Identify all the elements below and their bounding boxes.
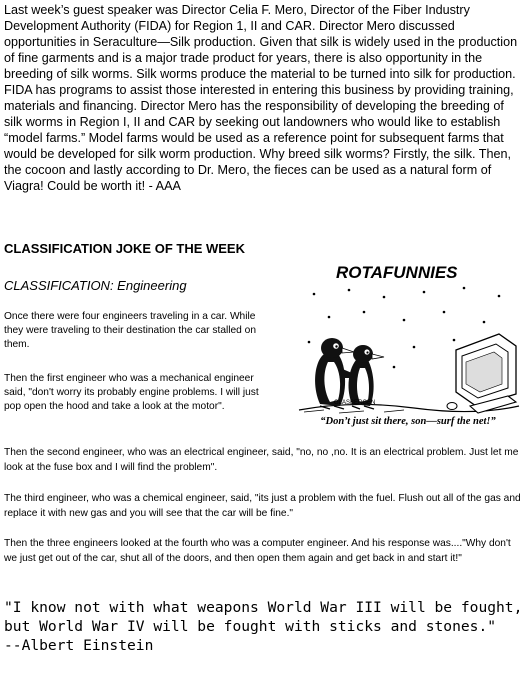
joke-paragraph: Once there were four engineers traveling in a car. While they were traveling to their destination the car stalled on them. <box>4 311 257 350</box>
cartoon-title: ROTAFUNNIES <box>336 263 458 282</box>
joke-paragraph: Then the second engineer, who was an electrical engineer, said, "no, no ,no. It is an electrical problem. Just let me look at the fuse box and I will find the problem". <box>4 447 519 473</box>
computer-monitor-icon <box>447 334 516 413</box>
penguin-computer-cartoon <box>294 282 524 432</box>
joke-paragraph: The third engineer, who was a chemical engineer, said, "its just a problem with the fuel. Flush out all of the gas and replace it with new gas and you will see that the car will be fine." <box>4 493 521 519</box>
joke-paragraph: Then the three engineers looked at the fourth who was a computer engineer. And his response was...."Why don't we just get out of the car, shut all of the doors, and then open them again and get back in and start it!" <box>4 538 511 564</box>
joke-classification: CLASSIFICATION: Engineering <box>4 278 187 293</box>
joke-paragraph: Then the first engineer who was a mechanical engineer said, "don't worry its probably engine problems. I will just pop open the hood and take a look at the motor". <box>4 373 259 412</box>
cartoonist-signature: GLASBERGEN <box>334 400 376 406</box>
joke-section-title: CLASSIFICATION JOKE OF THE WEEK <box>4 241 245 256</box>
cartoon-caption: “Don’t just sit there, son—surf the net!” <box>320 416 496 427</box>
speaker-report-paragraph: Last week’s guest speaker was Director Celia F. Mero, Director of the Fiber Industry Development Authority (FIDA) for Region 1, II and CAR. Director Mero discussed opportunities in Seraculture—Silk production. Given that silk is widely used in the production of fine garments and is a major trade product for years, there is also opportunity in the breeding of silk worms. Silk worms produce the material to be turned into silk for production. FIDA has programs to assist those interested in entering this business by providing training, materials and financing. Director Mero has the responsibility of developing the breeding of silk worms in Region I, II and CAR by seeking out landowners who would like to establish “model farms.” Model farms would be used as a reference point for subsequent farms that would be developed for silk worm production. Why breed silk worms? Firstly, the silk. Then, the cocoon and lastly according to Dr. Mero, the fieces can be used as a natural form of Viagra! Could be worth it! - AAA <box>4 3 518 193</box>
einstein-quote: "I know not with what weapons World War III will be fought, but World War IV will be fought with sticks and stones." --Albert Einstein <box>4 599 523 654</box>
